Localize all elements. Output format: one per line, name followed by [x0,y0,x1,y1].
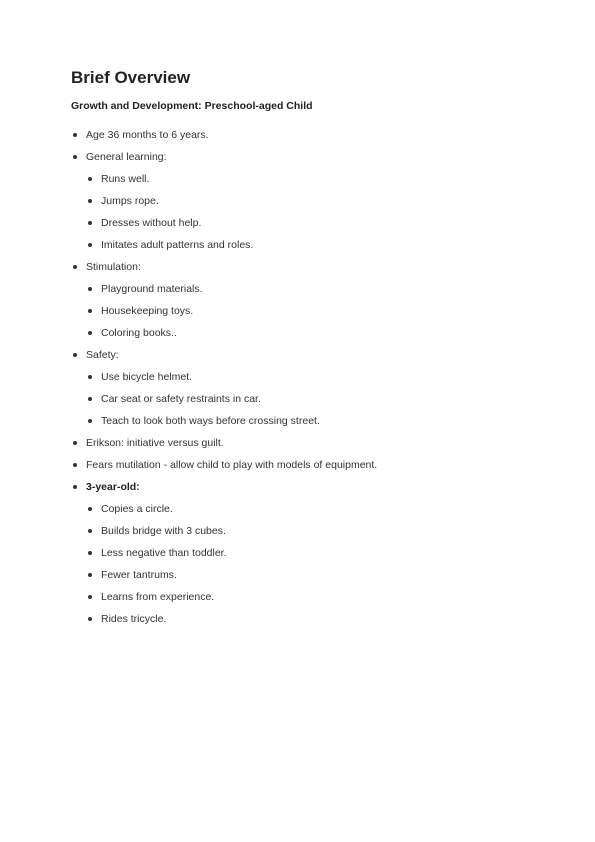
list-item-text: Fewer tantrums. [101,569,177,581]
sub-list-item [0,542,595,564]
bullet-icon [88,243,92,247]
list-item [0,344,595,366]
list-item [0,432,595,454]
sub-list-item [0,586,595,608]
bullet-icon [88,397,92,401]
list-item-text: Copies a circle. [101,503,173,515]
list-item-text: Learns from experience. [101,591,215,603]
list-item-text: Coloring books.. [101,327,177,339]
bullet-icon [88,419,92,423]
list-item-text: General learning: [86,151,167,163]
list-item [0,256,595,278]
bullet-icon [88,331,92,335]
bullet-icon [88,287,92,291]
bullet-list [0,124,595,630]
sub-list-item [0,564,595,586]
page-title: Brief Overview [71,68,191,87]
list-item-text: Rides tricycle. [101,613,167,625]
sub-list-item [0,168,595,190]
bullet-icon [88,309,92,313]
bullet-icon [88,595,92,599]
list-item-text: Imitates adult patterns and roles. [101,239,254,251]
bullet-icon [73,353,77,357]
list-item-text: Housekeeping toys. [101,305,194,317]
list-item-text: Less negative than toddler. [101,547,227,559]
list-item-text: Stimulation: [86,261,141,273]
sub-list-item [0,608,595,630]
sub-list-item [0,278,595,300]
sub-list-item [0,366,595,388]
bullet-icon [73,463,77,467]
sub-list-item [0,388,595,410]
list-item-text: Fears mutilation - allow child to play with models of equipment. [86,459,378,471]
list-item-text: Teach to look both ways before crossing street. [101,415,320,427]
list-item [0,476,595,498]
list-item-text: Jumps rope. [101,195,159,207]
list-item-text: Safety: [86,349,119,361]
bullet-icon [73,265,77,269]
bullet-icon [88,221,92,225]
list-item-text: Car seat or safety restraints in car. [101,393,261,405]
list-item-text: Erikson: initiative versus guilt. [86,437,224,449]
list-item-text: Dresses without help. [101,217,202,229]
list-item-text: Builds bridge with 3 cubes. [101,525,226,537]
sub-list-item [0,300,595,322]
list-item-text: 3-year-old: [86,481,140,493]
sub-list-item [0,410,595,432]
list-item [0,454,595,476]
sub-list-item [0,212,595,234]
bullet-icon [73,441,77,445]
sub-list-item [0,322,595,344]
bullet-icon [88,507,92,511]
page-subtitle: Growth and Development: Preschool-aged Child [71,100,313,112]
bullet-icon [88,551,92,555]
bullet-icon [88,177,92,181]
bullet-icon [73,133,77,137]
bullet-icon [73,155,77,159]
list-item-text: Runs well. [101,173,150,185]
bullet-icon [88,529,92,533]
sub-list-item [0,234,595,256]
bullet-icon [88,573,92,577]
list-item [0,146,595,168]
bullet-icon [88,375,92,379]
bullet-icon [73,485,77,489]
list-item [0,124,595,146]
bullet-icon [88,199,92,203]
sub-list-item [0,190,595,212]
bullet-icon [88,617,92,621]
sub-list-item [0,498,595,520]
list-item-text: Playground materials. [101,283,203,295]
list-item-text: Age 36 months to 6 years. [86,129,209,141]
list-item-text: Use bicycle helmet. [101,371,193,383]
sub-list-item [0,520,595,542]
